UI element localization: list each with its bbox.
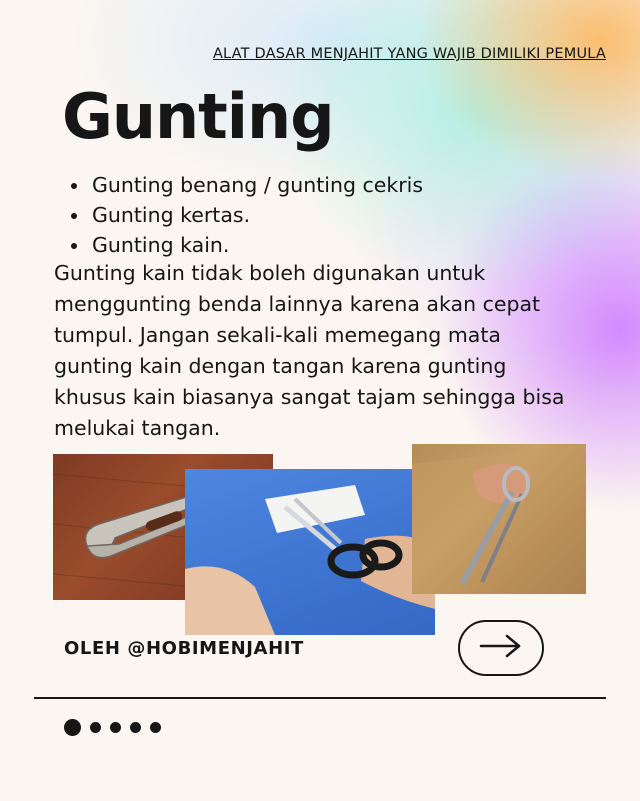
page-dot[interactable] (130, 722, 141, 733)
paper-scissors-photo (185, 469, 435, 635)
page-subtitle: ALAT DASAR MENJAHIT YANG WAJIB DIMILIKI PEMULA (212, 46, 606, 62)
fabric-scissors-photo (412, 444, 586, 594)
page-dot[interactable] (150, 722, 161, 733)
arrow-right-icon (479, 634, 523, 662)
page-title: Gunting (62, 80, 334, 153)
page-dot[interactable] (90, 722, 101, 733)
page-dot-active[interactable] (64, 719, 81, 736)
page-dot[interactable] (110, 722, 121, 733)
bullet-item: • Gunting kain. (90, 230, 423, 260)
description-paragraph: Gunting kain tidak boleh digunakan untuk menggunting benda lainnya karena akan cepat tumpul. Jangan sekali-kali memegang mata gunting kain dengan tangan karena gunting khusus kain biasanya sangat tajam sehingga bisa melukai tangan. (54, 261, 565, 440)
bullet-list (72, 170, 423, 260)
bullet-item: • Gunting benang / gunting cekris (90, 170, 423, 200)
next-button[interactable] (458, 620, 544, 676)
divider (34, 697, 606, 699)
bullet-item: • Gunting kertas. (90, 200, 423, 230)
author-credit: OLEH @HOBIMENJAHIT (64, 638, 304, 659)
pagination-dots (64, 719, 161, 736)
